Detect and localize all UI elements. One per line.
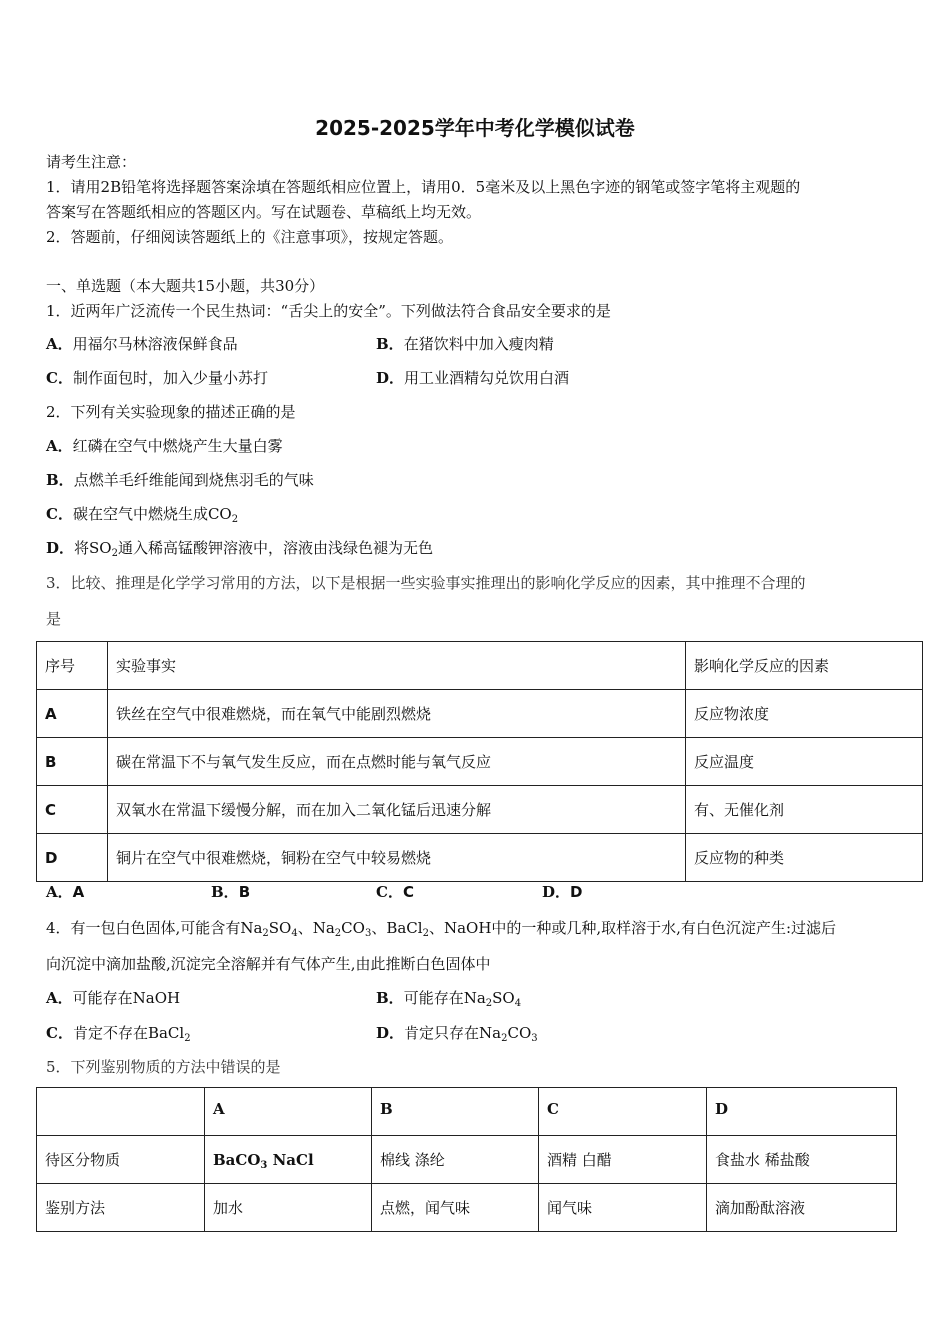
q1-option-c[interactable]: C．制作面包时，加入少量小苏打 — [46, 369, 268, 387]
q1-option-d[interactable]: D．用工业酒精勾兑饮用白酒 — [376, 369, 570, 387]
table-row — [37, 1136, 897, 1184]
table-cell: 铜片在空气中很难燃烧，铜粉在空气中较易燃烧 — [108, 834, 686, 882]
table-cell: 反应物的种类 — [686, 834, 923, 882]
q3-table — [36, 641, 923, 882]
table-header-row — [37, 1088, 897, 1136]
table-row — [37, 690, 923, 738]
table-row-label: 鉴别方法 — [37, 1184, 205, 1232]
table-cell: 反应物浓度 — [686, 690, 923, 738]
table-row — [37, 738, 923, 786]
table-row-label: 待区分物质 — [37, 1136, 205, 1184]
table-cell: 碳在常温下不与氧气发生反应，而在点燃时能与氧气反应 — [108, 738, 686, 786]
q3-option-c[interactable]: C．C — [376, 883, 414, 901]
q2-option-c[interactable]: C．碳在空气中燃烧生成$CO_2$ — [46, 505, 239, 525]
q1-option-b[interactable]: B．在猪饮料中加入瘦肉精 — [376, 335, 554, 353]
q2-option-d[interactable]: D．将$SO_2$通入稀高锰酸钾溶液中，溶液由浅绿色褪为无色 — [46, 539, 433, 559]
q4-option-d[interactable]: D．肯定只存在$Na_2CO_3$ — [376, 1024, 538, 1044]
table-cell: 闻气味 — [539, 1184, 707, 1232]
q4-option-a[interactable]: A．可能存在NaOH — [46, 989, 181, 1007]
question-5-stem: 5．下列鉴别物质的方法中错误的是 — [46, 1058, 281, 1076]
notice-line-1b: 答案写在答题纸相应的答题区内。写在试题卷、草稿纸上均无效。 — [46, 203, 482, 221]
notice-heading: 请考生注意： — [46, 153, 137, 171]
table-header-cell: 实验事实 — [108, 642, 686, 690]
table-header-cell: D — [707, 1088, 897, 1136]
q3-option-d[interactable]: D．D — [542, 883, 583, 901]
table-cell: 滴加酚酞溶液 — [707, 1184, 897, 1232]
question-3-stem-a: 3．比较、推理是化学学习常用的方法，以下是根据一些实验事实推理出的影响化学反应的因素，其中推理不合理的 — [46, 574, 806, 592]
table-cell: 点燃，闻气味 — [372, 1184, 539, 1232]
table-cell-key: C — [37, 786, 108, 834]
question-4-stem-b: 向沉淀中滴加盐酸,沉淀完全溶解并有气体产生,由此推断白色固体中 — [46, 955, 491, 973]
question-4-stem-a: 4．有一包白色固体,可能含有$Na_2SO_4$、$Na_2CO_3$、BaCl$_2$、NaOH中的一种或几种,取样溶于水,有白色沉淀产生:过滤后 — [46, 919, 836, 939]
table-cell: 有、无催化剂 — [686, 786, 923, 834]
table-cell: 酒精 白醋 — [539, 1136, 707, 1184]
table-row — [37, 786, 923, 834]
table-cell-key: B — [37, 738, 108, 786]
page-title: 2025-2025学年中考化学模似试卷 — [315, 116, 635, 140]
table-header-cell — [37, 1088, 205, 1136]
q4-option-b[interactable]: B．可能存在$Na_2SO_4$ — [376, 989, 522, 1009]
table-cell: 反应温度 — [686, 738, 923, 786]
table-cell: 食盐水 稀盐酸 — [707, 1136, 897, 1184]
q4-option-c[interactable]: C．肯定不存在BaCl$_2$ — [46, 1024, 191, 1044]
table-cell: 棉线 涤纶 — [372, 1136, 539, 1184]
table-cell: 双氧水在常温下缓慢分解，而在加入二氧化锰后迅速分解 — [108, 786, 686, 834]
section-heading: 一、单选题（本大题共15小题，共30分） — [46, 277, 325, 295]
table-row — [37, 834, 923, 882]
table-cell: BaCO$_3$ NaCl — [205, 1136, 372, 1184]
table-header-cell: 序号 — [37, 642, 108, 690]
question-3-stem-b: 是 — [46, 610, 62, 628]
table-header-cell: C — [539, 1088, 707, 1136]
table-row — [37, 1184, 897, 1232]
q5-table — [36, 1087, 897, 1232]
q2-option-a[interactable]: A．红磷在空气中燃烧产生大量白雾 — [46, 437, 283, 455]
q3-option-b[interactable]: B．B — [211, 883, 251, 901]
table-header-row — [37, 642, 923, 690]
q3-option-a[interactable]: A．A — [46, 883, 85, 901]
q2-option-b[interactable]: B．点燃羊毛纤维能闻到烧焦羽毛的气味 — [46, 471, 314, 489]
table-header-cell: 影响化学反应的因素 — [686, 642, 923, 690]
table-header-cell: B — [372, 1088, 539, 1136]
table-cell: 加水 — [205, 1184, 372, 1232]
notice-line-1a: 1．请用2B铅笔将选择题答案涂填在答题纸相应位置上，请用0．5毫米及以上黑色字迹的钢笔或签字笔将主观题的 — [46, 178, 801, 196]
notice-line-2: 2．答题前，仔细阅读答题纸上的《注意事项》，按规定答题。 — [46, 228, 454, 246]
q1-option-a[interactable]: A．用福尔马林溶液保鲜食品 — [46, 335, 238, 353]
table-header-cell: A — [205, 1088, 372, 1136]
question-2-stem: 2．下列有关实验现象的描述正确的是 — [46, 403, 296, 421]
table-cell: 铁丝在空气中很难燃烧，而在氧气中能剧烈燃烧 — [108, 690, 686, 738]
table-cell-key: A — [37, 690, 108, 738]
table-cell-key: D — [37, 834, 108, 882]
question-1-stem: 1．近两年广泛流传一个民生热词：“舌尖上的安全”。下列做法符合食品安全要求的是 — [46, 302, 611, 320]
